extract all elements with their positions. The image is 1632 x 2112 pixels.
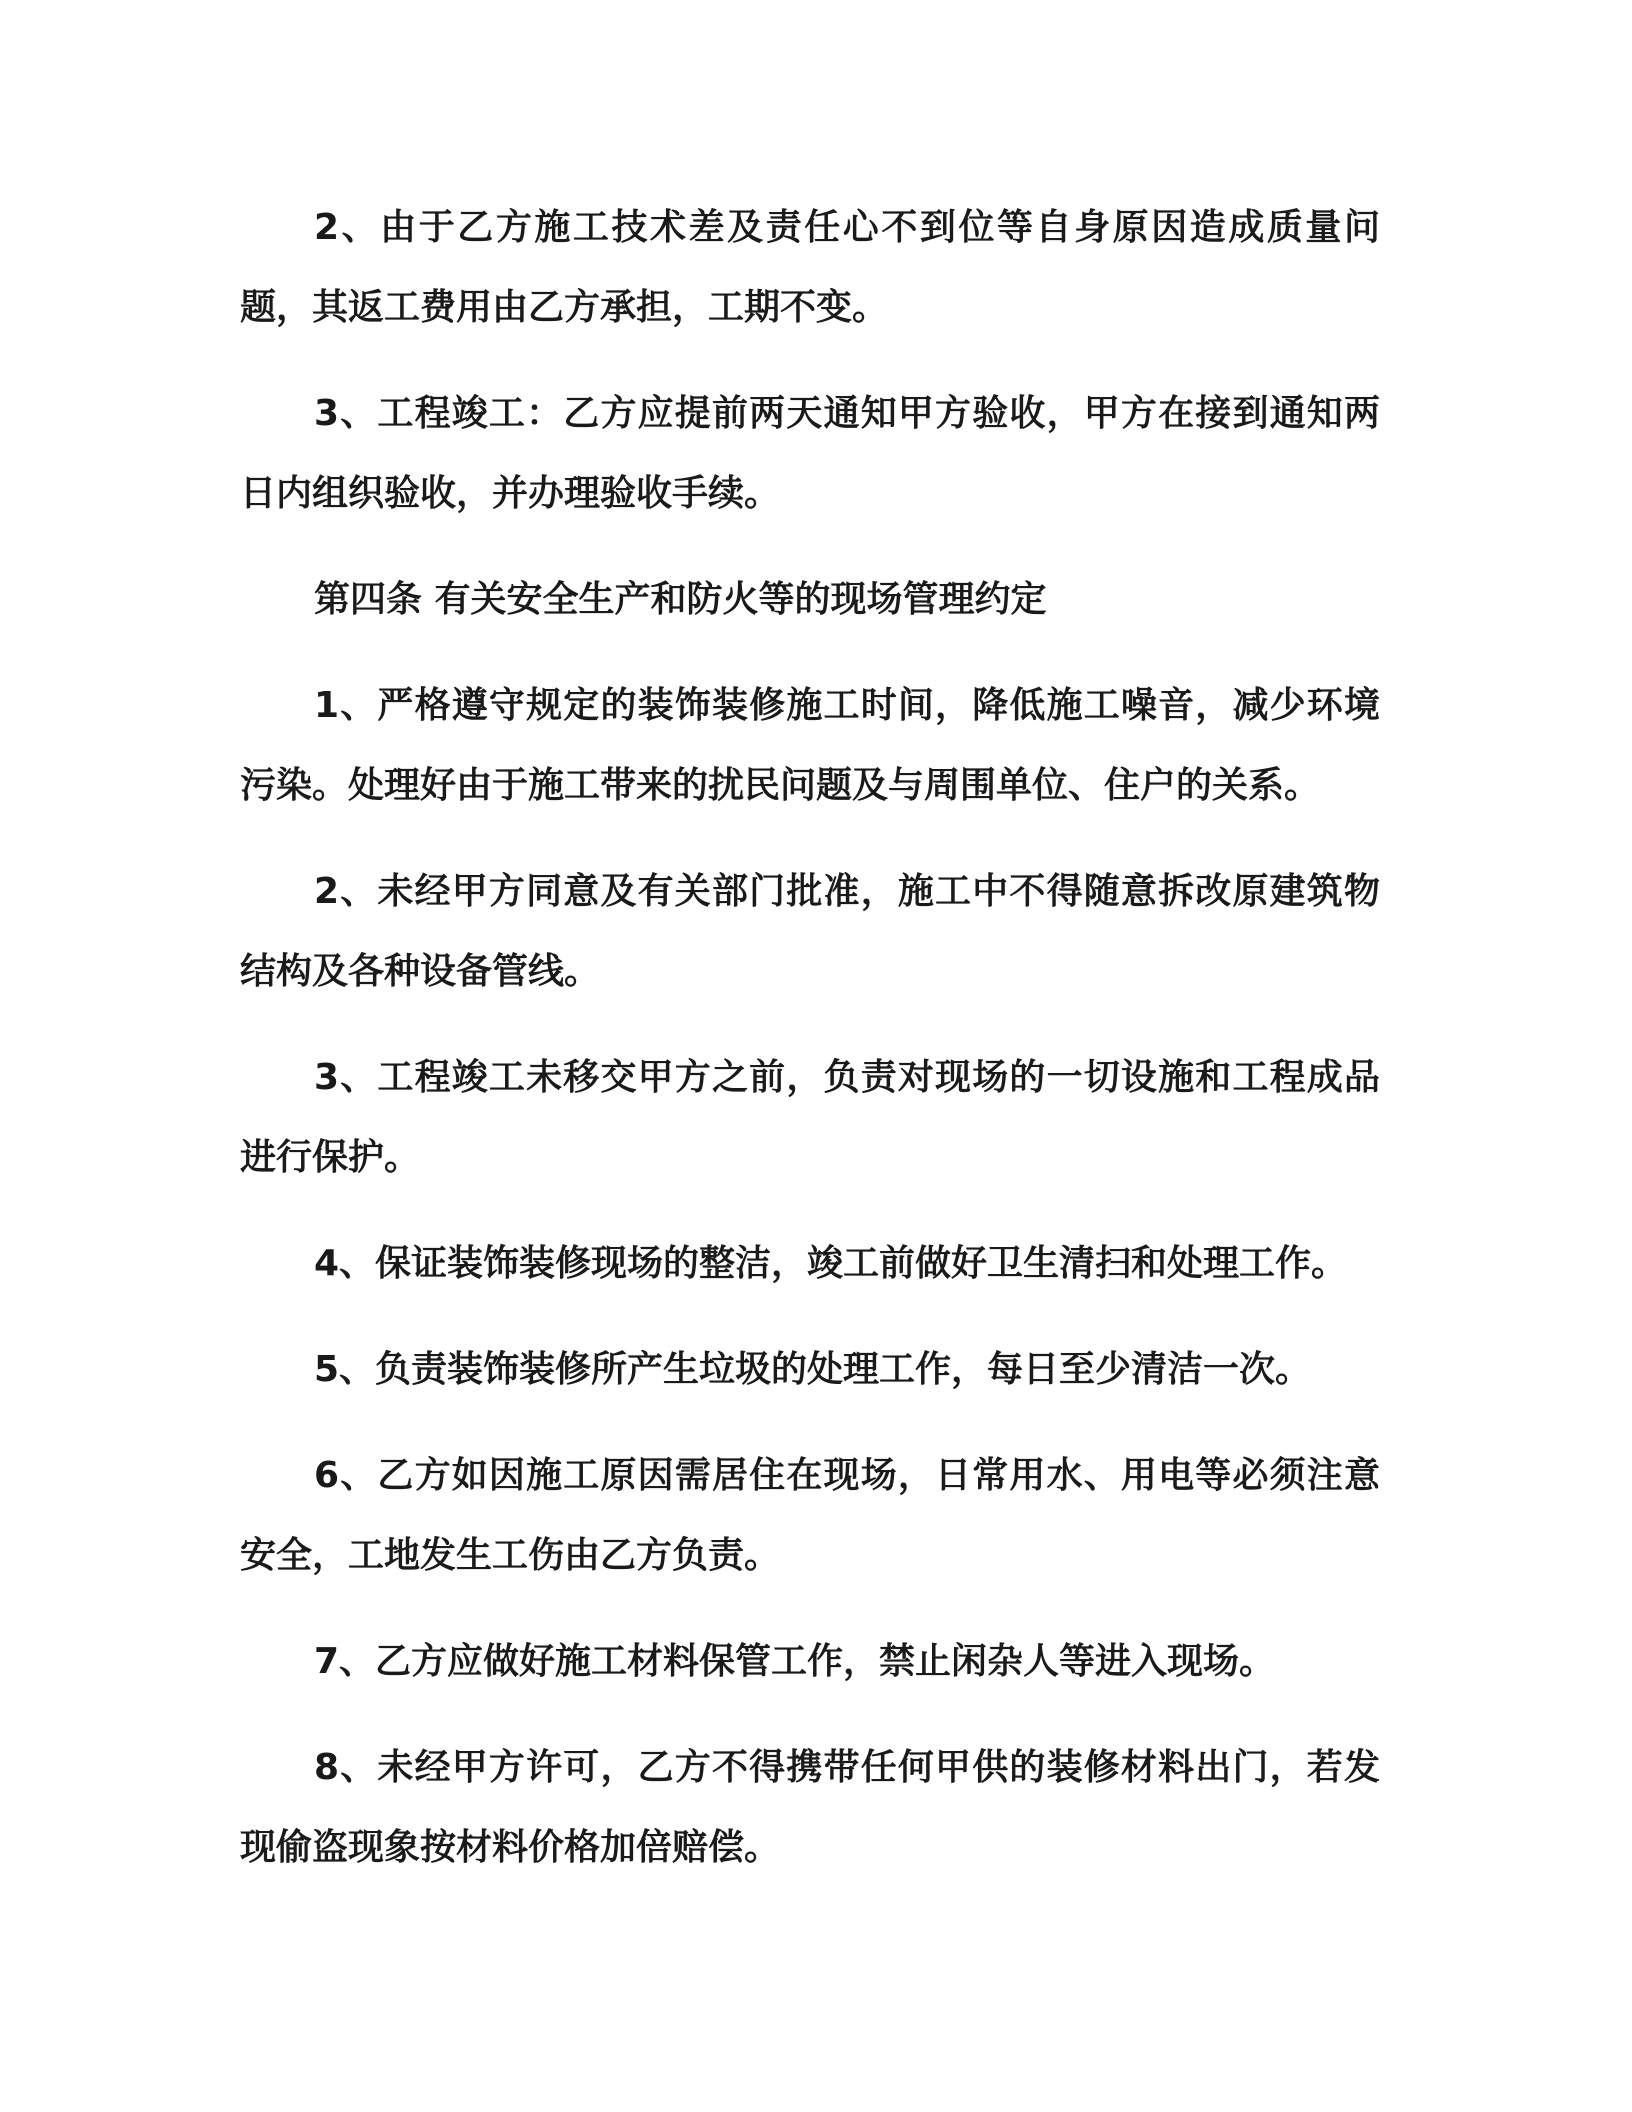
article-4-item-4: 4、保证装饰装修现场的整洁，竣工前做好卫生清扫和处理工作。	[314, 1243, 1348, 1284]
article-4-item-6: 6、乙方如因施工原因需居住在现场，日常用水、用电等必须注意安全，工地发生工伤由乙方负责。	[240, 1455, 1380, 1576]
clause-3-completion-acceptance: 3、工程竣工：乙方应提前两天通知甲方验收，甲方在接到通知两日内组织验收，并办理验收手续。	[240, 393, 1380, 514]
article-4-item-7: 7、乙方应做好施工材料保管工作，禁止闲杂人等进入现场。	[314, 1641, 1276, 1682]
article-4-item-5: 5、负责装饰装修所产生垃圾的处理工作，每日至少清洁一次。	[314, 1349, 1312, 1390]
document-body	[240, 188, 1380, 1914]
article-4-item-1: 1、严格遵守规定的装饰装修施工时间，降低施工噪音，减少环境污染。处理好由于施工带来的扰民问题及与周围单位、住户的关系。	[240, 685, 1380, 806]
article-4-heading: 第四条 有关安全生产和防火等的现场管理约定	[314, 579, 1047, 620]
article-4-item-2: 2、未经甲方同意及有关部门批准，施工中不得随意拆改原建筑物结构及各种设备管线。	[240, 871, 1380, 992]
clause-2-quality-rework: 2、由于乙方施工技术差及责任心不到位等自身原因造成质量问题，其返工费用由乙方承担，工期不变。	[240, 207, 1380, 328]
article-4-item-8: 8、未经甲方许可，乙方不得携带任何甲供的装修材料出门，若发现偷盗现象按材料价格加倍赔偿。	[240, 1747, 1380, 1868]
article-4-item-3: 3、工程竣工未移交甲方之前，负责对现场的一切设施和工程成品进行保护。	[240, 1057, 1380, 1178]
